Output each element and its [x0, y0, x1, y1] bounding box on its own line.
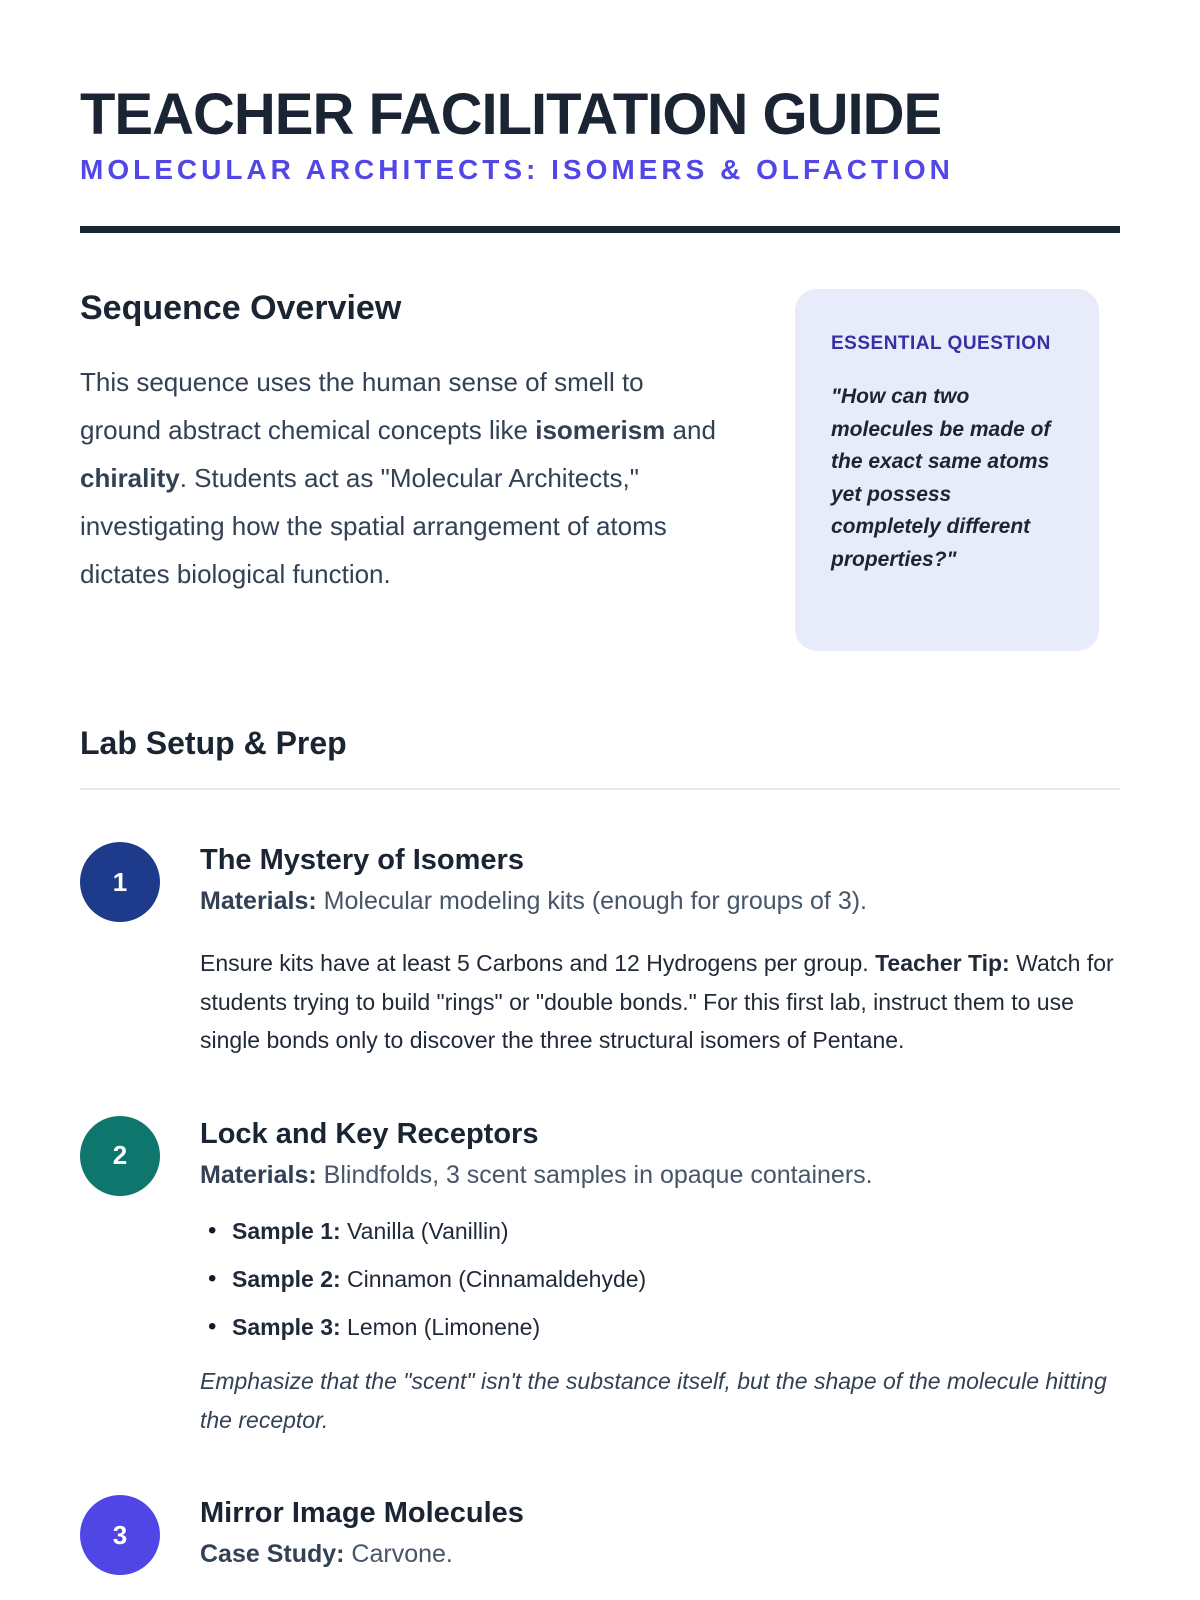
step-3-case-study [200, 1540, 1120, 1569]
step-2-content [200, 1116, 1120, 1439]
overview-text-column [80, 289, 725, 598]
sample-list-item-3: • Sample 3: Lemon (Limonene) [200, 1314, 1120, 1341]
step-2-sample-list [200, 1218, 1120, 1341]
step-3-case-study-value: Carvone. [344, 1540, 453, 1569]
step-2-teacher-note: Emphasize that the "scent" isn't the substance itself, but the shape of the molecule hitting the receptor. [200, 1367, 1107, 1433]
overview-heading: Sequence Overview [80, 289, 402, 327]
step-2-title: Lock and Key Receptors [200, 1117, 539, 1150]
lab-steps-list [80, 842, 1120, 1575]
lab-step-2 [80, 1116, 1120, 1439]
lab-step-3 [80, 1495, 1120, 1575]
step-2-number-badge: 2 [80, 1116, 160, 1196]
step-2-materials-value: Blindfolds, 3 scent samples in opaque containers. [316, 1160, 873, 1189]
lab-setup-heading: Lab Setup & Prep [80, 725, 347, 761]
page-title: TEACHER FACILITATION GUIDE [80, 82, 942, 147]
essential-question-label: ESSENTIAL QUESTION [831, 333, 1051, 354]
step-1-number-badge: 1 [80, 842, 160, 922]
page-subtitle: MOLECULAR ARCHITECTS: ISOMERS & OLFACTION [80, 154, 954, 185]
step-2-materials [200, 1161, 1120, 1190]
step-2-materials-label: Materials: [200, 1160, 317, 1189]
step-1-body: Ensure kits have at least 5 Carbons and 12 Hydrogens per group. Teacher Tip: Watch for students trying to build "rings" or "double bonds." For this first lab, instruct them to use single bonds only to discover the three structural isomers of Pentane. [200, 950, 1114, 1054]
document-header [80, 82, 1120, 233]
lab-setup-section [80, 725, 1120, 1575]
step-1-content [200, 842, 1120, 1060]
essential-question-card [795, 289, 1099, 651]
step-3-title: Mirror Image Molecules [200, 1497, 524, 1530]
step-3-content [200, 1495, 1120, 1575]
lab-step-1 [80, 842, 1120, 1060]
step-1-title: The Mystery of Isomers [200, 844, 524, 876]
step-1-materials [200, 887, 1120, 916]
step-3-case-study-label: Case Study: [200, 1540, 345, 1569]
document-page [80, 0, 1120, 1575]
title-divider [80, 226, 1120, 233]
sample-list-item-2: • Sample 2: Cinnamon (Cinnamaldehyde) [200, 1266, 1120, 1293]
overview-paragraph: This sequence uses the human sense of smell to ground abstract chemical concepts like isomerism and chirality. Students act as "Molecular Architects," investigating how the spatial arrangement of atoms dictates biological function. [80, 367, 716, 590]
step-1-materials-value: Molecular modeling kits (enough for groups of 3). [316, 887, 867, 915]
sequence-overview-section [80, 289, 1120, 651]
lab-section-divider [80, 788, 1120, 790]
step-1-materials-label: Materials: [200, 887, 317, 915]
essential-question-quote: "How can two molecules be made of the exact same atoms yet possess completely different properties?" [831, 385, 1051, 571]
step-3-number-badge: 3 [80, 1495, 160, 1575]
sample-list-item-1: • Sample 1: Vanilla (Vanillin) [200, 1218, 1120, 1245]
